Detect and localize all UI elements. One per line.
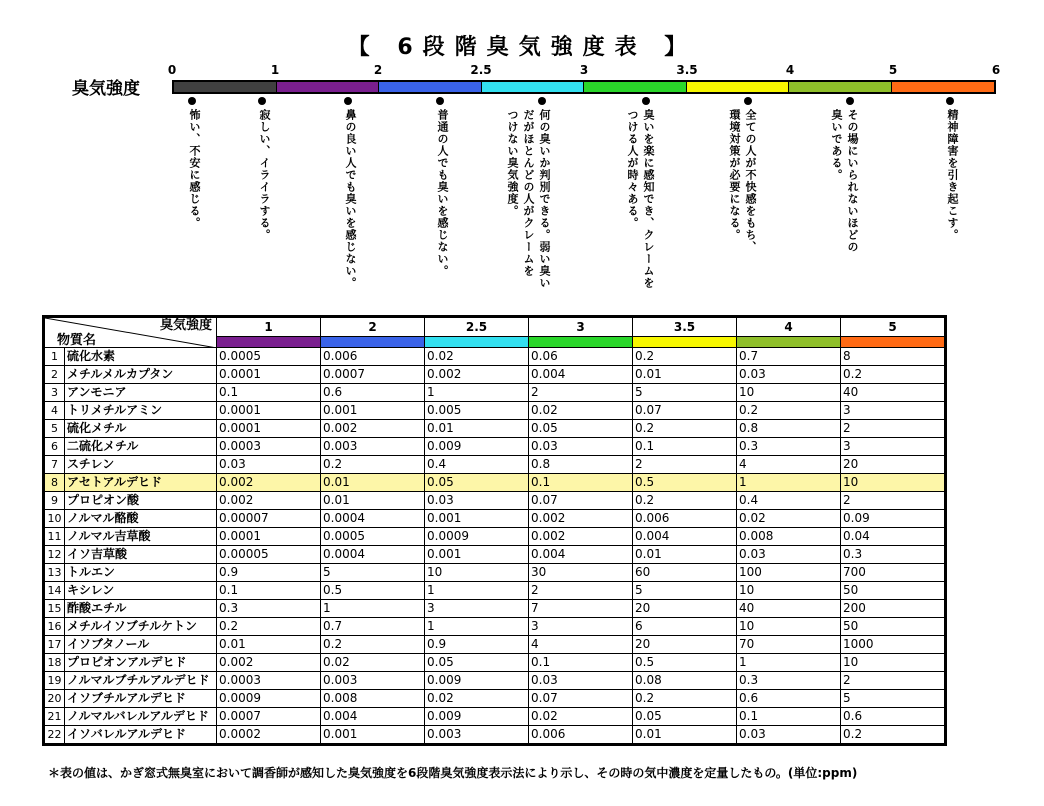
intensity-description — [505, 109, 552, 289]
concentration-value: 1 — [425, 618, 529, 636]
concentration-value: 0.004 — [633, 528, 737, 546]
bullet-icon — [642, 97, 650, 105]
concentration-value: 0.003 — [425, 726, 529, 745]
description-line: つける人が時々ある。 — [626, 109, 639, 229]
scale-number: 1 — [270, 63, 280, 77]
concentration-value: 0.2 — [841, 726, 946, 745]
concentration-value: 0.001 — [321, 402, 425, 420]
header-level: 1 — [217, 317, 321, 337]
concentration-value: 0.8 — [737, 420, 841, 438]
concentration-value: 10 — [737, 618, 841, 636]
intensity-description — [343, 109, 358, 289]
scale-number: 2 — [373, 63, 383, 77]
row-number: 10 — [44, 510, 65, 528]
row-number: 16 — [44, 618, 65, 636]
concentration-value: 0.05 — [425, 654, 529, 672]
concentration-value: 0.2 — [841, 366, 946, 384]
substance-name: ノルマル吉草酸 — [65, 528, 217, 546]
concentration-value: 0.2 — [217, 618, 321, 636]
concentration-value: 8 — [841, 348, 946, 366]
row-number: 18 — [44, 654, 65, 672]
intensity-description — [435, 109, 450, 277]
concentration-value: 0.01 — [633, 726, 737, 745]
row-number: 17 — [44, 636, 65, 654]
concentration-value: 0.02 — [529, 402, 633, 420]
header-corner — [44, 317, 217, 348]
concentration-value: 0.2 — [633, 690, 737, 708]
concentration-value: 0.09 — [841, 510, 946, 528]
substance-name: アセトアルデヒド — [65, 474, 217, 492]
header-intensity: 臭気強度 — [159, 318, 212, 333]
concentration-value: 0.0001 — [217, 366, 321, 384]
substance-name: プロピオン酸 — [65, 492, 217, 510]
scale-number: 6 — [991, 63, 1001, 77]
header-level-color — [321, 337, 425, 348]
concentration-value: 1 — [737, 654, 841, 672]
intensity-description — [625, 109, 656, 289]
concentration-value: 1 — [737, 474, 841, 492]
concentration-value: 0.2 — [737, 402, 841, 420]
table-row — [44, 618, 946, 636]
concentration-value: 0.002 — [425, 366, 529, 384]
scale-label: 臭気強度 — [72, 79, 140, 99]
row-number: 3 — [44, 384, 65, 402]
header-level-color — [529, 337, 633, 348]
concentration-value: 0.009 — [425, 708, 529, 726]
bullet-icon — [436, 97, 444, 105]
header-level-color — [633, 337, 737, 348]
scale-segment — [892, 82, 995, 92]
footnote: ＊表の値は、かぎ窓式無臭室において調香師が感知した臭気強度を6段階臭気強度表示法により示し、その時の気中濃度を定量したもの。(単位:ppm) — [48, 766, 858, 780]
concentration-value: 2 — [529, 582, 633, 600]
concentration-value: 3 — [841, 402, 946, 420]
bullet-icon — [258, 97, 266, 105]
concentration-value: 0.4 — [425, 456, 529, 474]
bullet-icon — [188, 97, 196, 105]
row-number: 21 — [44, 708, 65, 726]
substance-name: イソブタノール — [65, 636, 217, 654]
substance-name: アンモニア — [65, 384, 217, 402]
concentration-value: 0.2 — [633, 420, 737, 438]
scale-number: 5 — [888, 63, 898, 77]
concentration-value: 0.1 — [217, 582, 321, 600]
concentration-value: 2 — [633, 456, 737, 474]
table-row — [44, 474, 946, 492]
concentration-value: 0.0001 — [217, 420, 321, 438]
concentration-value: 0.0003 — [217, 672, 321, 690]
concentration-value: 0.002 — [529, 528, 633, 546]
concentration-value: 20 — [841, 456, 946, 474]
row-number: 14 — [44, 582, 65, 600]
concentration-value: 0.1 — [737, 708, 841, 726]
odor-intensity-table — [42, 315, 947, 746]
scale-segment — [789, 82, 892, 92]
table-row — [44, 384, 946, 402]
concentration-value: 1 — [425, 582, 529, 600]
row-number: 4 — [44, 402, 65, 420]
header-level: 5 — [841, 317, 946, 337]
concentration-value: 0.006 — [529, 726, 633, 745]
concentration-value: 0.006 — [321, 348, 425, 366]
row-number: 1 — [44, 348, 65, 366]
concentration-value: 0.5 — [633, 474, 737, 492]
concentration-value: 0.006 — [633, 510, 737, 528]
concentration-value: 0.01 — [321, 474, 425, 492]
concentration-value: 2 — [841, 420, 946, 438]
concentration-value: 0.05 — [425, 474, 529, 492]
concentration-value: 0.9 — [217, 564, 321, 582]
concentration-value: 0.03 — [529, 672, 633, 690]
row-number: 11 — [44, 528, 65, 546]
substance-name: プロピオンアルデヒド — [65, 654, 217, 672]
concentration-value: 0.002 — [321, 420, 425, 438]
concentration-value: 0.0001 — [217, 528, 321, 546]
concentration-value: 0.02 — [529, 708, 633, 726]
concentration-value: 0.7 — [737, 348, 841, 366]
row-number: 15 — [44, 600, 65, 618]
concentration-value: 0.02 — [425, 690, 529, 708]
concentration-value: 0.003 — [321, 438, 425, 456]
concentration-value: 0.005 — [425, 402, 529, 420]
bullet-icon — [946, 97, 954, 105]
concentration-value: 0.1 — [529, 654, 633, 672]
scale-segment — [687, 82, 790, 92]
concentration-value: 0.004 — [529, 546, 633, 564]
header-level-color — [425, 337, 529, 348]
concentration-value: 0.07 — [529, 492, 633, 510]
concentration-value: 0.0005 — [217, 348, 321, 366]
concentration-value: 0.9 — [425, 636, 529, 654]
concentration-value: 0.00005 — [217, 546, 321, 564]
scale-segment — [174, 82, 277, 92]
description-line: 何の臭いか判別できる。弱い臭い — [538, 109, 551, 289]
concentration-value: 0.001 — [425, 546, 529, 564]
concentration-value: 0.00007 — [217, 510, 321, 528]
concentration-value: 0.1 — [529, 474, 633, 492]
concentration-value: 0.3 — [841, 546, 946, 564]
concentration-value: 4 — [737, 456, 841, 474]
description-line: 怖い、不安に感じる。 — [188, 109, 201, 229]
row-number: 2 — [44, 366, 65, 384]
table-row — [44, 600, 946, 618]
concentration-value: 0.08 — [633, 672, 737, 690]
table-row — [44, 456, 946, 474]
substance-name: イソ吉草酸 — [65, 546, 217, 564]
concentration-value: 0.3 — [217, 600, 321, 618]
concentration-value: 700 — [841, 564, 946, 582]
concentration-value: 0.02 — [425, 348, 529, 366]
substance-name: メチルイソブチルケトン — [65, 618, 217, 636]
concentration-value: 0.0003 — [217, 438, 321, 456]
table-row — [44, 402, 946, 420]
concentration-value: 0.03 — [737, 366, 841, 384]
table-row — [44, 564, 946, 582]
concentration-value: 0.03 — [737, 546, 841, 564]
concentration-value: 1000 — [841, 636, 946, 654]
concentration-value: 0.01 — [633, 546, 737, 564]
concentration-value: 0.0005 — [321, 528, 425, 546]
concentration-value: 0.05 — [529, 420, 633, 438]
row-number: 5 — [44, 420, 65, 438]
table-row — [44, 438, 946, 456]
scale-number: 3.5 — [676, 63, 698, 77]
concentration-value: 0.03 — [737, 726, 841, 745]
intensity-description — [727, 109, 758, 253]
header-substance: 物質名 — [57, 333, 97, 348]
row-number: 9 — [44, 492, 65, 510]
header-level: 3.5 — [633, 317, 737, 337]
concentration-value: 0.07 — [633, 402, 737, 420]
concentration-value: 0.008 — [737, 528, 841, 546]
concentration-value: 0.02 — [737, 510, 841, 528]
concentration-value: 0.002 — [217, 654, 321, 672]
concentration-value: 0.3 — [737, 672, 841, 690]
bullet-icon — [538, 97, 546, 105]
scale-segment — [482, 82, 585, 92]
concentration-value: 0.002 — [529, 510, 633, 528]
concentration-value: 0.6 — [737, 690, 841, 708]
description-line: つけない臭気強度。 — [506, 109, 519, 217]
intensity-description — [187, 109, 202, 229]
concentration-value: 0.5 — [633, 654, 737, 672]
substance-name: 硫化水素 — [65, 348, 217, 366]
concentration-value: 0.0004 — [321, 546, 425, 564]
substance-name: キシレン — [65, 582, 217, 600]
table-row — [44, 690, 946, 708]
scale-number: 0 — [167, 63, 177, 77]
concentration-value: 0.1 — [633, 438, 737, 456]
header-level: 2 — [321, 317, 425, 337]
concentration-value: 0.05 — [633, 708, 737, 726]
header-level: 3 — [529, 317, 633, 337]
concentration-value: 10 — [737, 582, 841, 600]
concentration-value: 0.2 — [633, 348, 737, 366]
concentration-value: 0.009 — [425, 438, 529, 456]
concentration-value: 10 — [737, 384, 841, 402]
concentration-value: 0.02 — [321, 654, 425, 672]
table-row — [44, 636, 946, 654]
substance-name: メチルメルカプタン — [65, 366, 217, 384]
row-number: 19 — [44, 672, 65, 690]
concentration-value: 200 — [841, 600, 946, 618]
substance-name: トルエン — [65, 564, 217, 582]
concentration-value: 0.07 — [529, 690, 633, 708]
substance-name: ノルマルバレルアルデヒド — [65, 708, 217, 726]
concentration-value: 0.2 — [321, 636, 425, 654]
concentration-value: 40 — [737, 600, 841, 618]
description-line: 寂しい、イライラする。 — [258, 109, 271, 241]
row-number: 7 — [44, 456, 65, 474]
concentration-value: 10 — [841, 474, 946, 492]
table-row — [44, 366, 946, 384]
substance-name: イソブチルアルデヒド — [65, 690, 217, 708]
concentration-value: 0.0007 — [321, 366, 425, 384]
concentration-value: 0.6 — [321, 384, 425, 402]
concentration-value: 0.008 — [321, 690, 425, 708]
substance-name: ノルマルブチルアルデヒド — [65, 672, 217, 690]
concentration-value: 20 — [633, 636, 737, 654]
substance-name: トリメチルアミン — [65, 402, 217, 420]
bullet-icon — [344, 97, 352, 105]
header-level-color — [737, 337, 841, 348]
description-line: 全ての人が不快感をもち、 — [744, 109, 757, 253]
concentration-value: 50 — [841, 582, 946, 600]
table-row — [44, 672, 946, 690]
table-row — [44, 582, 946, 600]
header-level: 4 — [737, 317, 841, 337]
row-number: 8 — [44, 474, 65, 492]
concentration-value: 0.001 — [425, 510, 529, 528]
concentration-value: 0.0007 — [217, 708, 321, 726]
description-line: 鼻の良い人でも臭いを感じない。 — [344, 109, 357, 289]
description-line: 環境対策が必要になる。 — [728, 109, 741, 241]
concentration-value: 10 — [841, 654, 946, 672]
concentration-value: 0.5 — [321, 582, 425, 600]
concentration-value: 0.04 — [841, 528, 946, 546]
concentration-value: 5 — [633, 384, 737, 402]
table-row — [44, 546, 946, 564]
concentration-value: 40 — [841, 384, 946, 402]
concentration-value: 50 — [841, 618, 946, 636]
concentration-value: 1 — [321, 600, 425, 618]
concentration-value: 3 — [425, 600, 529, 618]
concentration-value: 0.06 — [529, 348, 633, 366]
concentration-value: 1 — [425, 384, 529, 402]
concentration-value: 0.01 — [217, 636, 321, 654]
table-row — [44, 708, 946, 726]
concentration-value: 20 — [633, 600, 737, 618]
concentration-value: 0.004 — [529, 366, 633, 384]
description-line: 臭いを楽に感知でき、クレームを — [642, 109, 655, 289]
table-row — [44, 420, 946, 438]
scale-number: 4 — [785, 63, 795, 77]
row-number: 6 — [44, 438, 65, 456]
concentration-value: 3 — [841, 438, 946, 456]
header-level-color — [841, 337, 946, 348]
concentration-value: 0.03 — [425, 492, 529, 510]
concentration-value: 0.01 — [633, 366, 737, 384]
header-level: 2.5 — [425, 317, 529, 337]
intensity-description — [945, 109, 960, 241]
concentration-value: 0.01 — [425, 420, 529, 438]
concentration-value: 5 — [841, 690, 946, 708]
concentration-value: 0.8 — [529, 456, 633, 474]
concentration-value: 4 — [529, 636, 633, 654]
concentration-value: 30 — [529, 564, 633, 582]
description-line: 精神障害を引き起こす。 — [946, 109, 959, 241]
intensity-description — [257, 109, 272, 241]
substance-name: スチレン — [65, 456, 217, 474]
table-row — [44, 654, 946, 672]
concentration-value: 0.0001 — [217, 402, 321, 420]
concentration-value: 0.0009 — [425, 528, 529, 546]
concentration-value: 0.002 — [217, 492, 321, 510]
row-number: 12 — [44, 546, 65, 564]
concentration-value: 0.3 — [737, 438, 841, 456]
concentration-value: 2 — [841, 672, 946, 690]
row-number: 20 — [44, 690, 65, 708]
scale-number: 3 — [579, 63, 589, 77]
scale-segment — [379, 82, 482, 92]
concentration-value: 2 — [529, 384, 633, 402]
concentration-value: 0.01 — [321, 492, 425, 510]
bullet-icon — [744, 97, 752, 105]
row-number: 22 — [44, 726, 65, 745]
concentration-value: 0.1 — [217, 384, 321, 402]
substance-name: イソバレルアルデヒド — [65, 726, 217, 745]
scale-segment — [584, 82, 687, 92]
description-line: だがほとんどの人がクレームを — [522, 109, 535, 277]
table-row — [44, 510, 946, 528]
header-level-color — [217, 337, 321, 348]
intensity-description — [829, 109, 860, 253]
description-line: 普通の人でも臭いを感じない。 — [436, 109, 449, 277]
page-title: 【 6段階臭気強度表 】 — [347, 35, 697, 60]
substance-name: 酢酸エチル — [65, 600, 217, 618]
concentration-value: 0.6 — [841, 708, 946, 726]
concentration-value: 100 — [737, 564, 841, 582]
concentration-value: 0.4 — [737, 492, 841, 510]
concentration-value: 0.0002 — [217, 726, 321, 745]
concentration-value: 60 — [633, 564, 737, 582]
concentration-value: 0.003 — [321, 672, 425, 690]
row-number: 13 — [44, 564, 65, 582]
concentration-value: 0.009 — [425, 672, 529, 690]
description-line: 臭いである。 — [830, 109, 843, 181]
table-row — [44, 492, 946, 510]
concentration-value: 7 — [529, 600, 633, 618]
substance-name: ノルマル酪酸 — [65, 510, 217, 528]
concentration-value: 0.001 — [321, 726, 425, 745]
scale-segment — [277, 82, 380, 92]
concentration-value: 0.002 — [217, 474, 321, 492]
concentration-value: 0.03 — [529, 438, 633, 456]
table-row — [44, 726, 946, 745]
concentration-value: 0.2 — [321, 456, 425, 474]
description-line: その場にいられないほどの — [846, 109, 859, 253]
concentration-value: 5 — [321, 564, 425, 582]
concentration-value: 0.03 — [217, 456, 321, 474]
concentration-value: 6 — [633, 618, 737, 636]
concentration-value: 5 — [633, 582, 737, 600]
concentration-value: 3 — [529, 618, 633, 636]
scale-number: 2.5 — [470, 63, 492, 77]
concentration-value: 0.7 — [321, 618, 425, 636]
substance-name: 硫化メチル — [65, 420, 217, 438]
table-row — [44, 528, 946, 546]
concentration-value: 0.0009 — [217, 690, 321, 708]
intensity-color-bar — [172, 80, 996, 94]
concentration-value: 2 — [841, 492, 946, 510]
concentration-value: 0.004 — [321, 708, 425, 726]
bullet-icon — [846, 97, 854, 105]
substance-name: 二硫化メチル — [65, 438, 217, 456]
concentration-value: 10 — [425, 564, 529, 582]
concentration-value: 0.0004 — [321, 510, 425, 528]
concentration-value: 0.2 — [633, 492, 737, 510]
concentration-value: 70 — [737, 636, 841, 654]
table-row — [44, 348, 946, 366]
